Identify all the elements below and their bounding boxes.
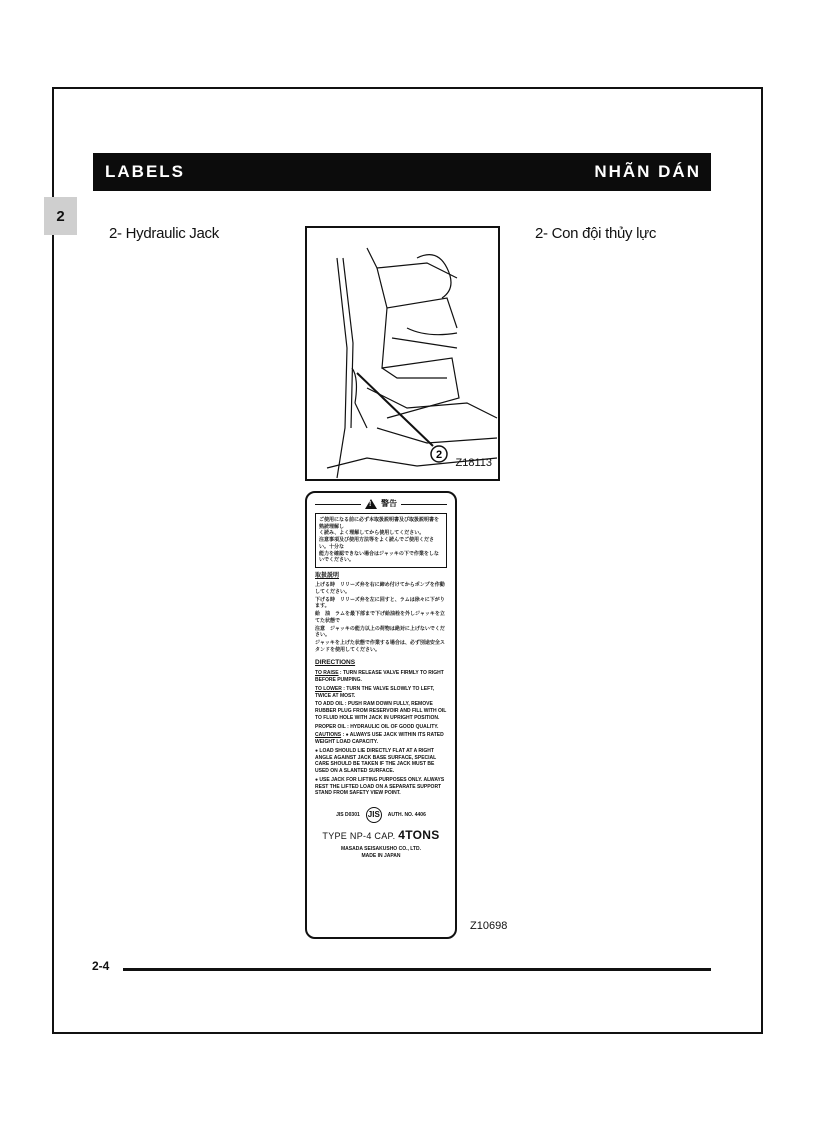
jp-box-line: 能力を確認できない場合はジャッキの下で作業をしないでください。	[319, 550, 439, 564]
label-footer	[315, 807, 447, 860]
jp-instruction: 給 油 ラムを最下部まで下げ給油栓を外しジャッキを立てた状態で	[315, 611, 445, 624]
chapter-tab: 2	[44, 197, 77, 235]
direction-item: PROPER OIL : HYDRAULIC OIL OF GOOD QUALITY.	[315, 723, 439, 730]
jp-box-line: ご使用になる前に必ず本取扱説明書及び取扱説明書を熟読理解し	[319, 516, 440, 530]
manufacturer: MASADA SEISAKUSHO CO., LTD.	[340, 846, 421, 853]
page-number: 2-4	[92, 959, 110, 973]
direction-item: TO RAISE : TURN RELEASE VALVE FIRMLY TO RIGHT BEFORE PUMPING.	[315, 670, 444, 684]
jp-instruction: 上げる時 リリーズ弁を右に締め付けてからポンプを作動してください。	[315, 582, 445, 595]
footer-rule	[123, 968, 711, 971]
direction-item: TO LOWER : TURN THE VALVE SLOWLY TO LEFT, TWICE AT MOST.	[315, 685, 435, 699]
jis-logo-icon: JIS	[366, 807, 382, 823]
jack-location-illustration	[305, 226, 500, 481]
jp-warning-box	[315, 513, 447, 568]
caption-english: 2- Hydraulic Jack	[109, 225, 219, 242]
header-title-en: LABELS	[105, 162, 185, 181]
made-in: MADE IN JAPAN	[361, 853, 401, 860]
jp-instruction: 下げる時 リリーズ弁を左に回すと、ラムは徐々に下がります。	[315, 596, 445, 610]
auth-number: AUTH. NO. 4406	[387, 811, 426, 818]
jp-instructions-title: 取扱説明	[315, 573, 340, 580]
label-heading-text: 警告	[381, 499, 397, 508]
direction-item: ● USE JACK FOR LIFTING PURPOSES ONLY. ALWAYS REST THE LIFTED LOAD ON A SEPARATE SUPPORT STAND FROM SAFETY VIEW POINT.	[315, 776, 445, 797]
callout-number: 2	[435, 449, 443, 461]
jp-instruction: 注意 ジャッキの能力以上の荷物は絶対に上げないでください。	[315, 625, 445, 639]
jp-box-line: く読み、よく理解してから使用してください。	[319, 530, 425, 537]
directions-title: DIRECTIONS	[315, 658, 356, 666]
jp-instruction: ジャッキを上げた状態で作業する場合は、必ず別途安全スタンドを使用してください。	[315, 640, 445, 653]
direction-item: CAUTIONS : ● ALWAYS USE JACK WITHIN ITS RATED WEIGHT LOAD CAPACITY.	[315, 732, 444, 746]
jack-warning-label	[305, 491, 457, 939]
label-figure-code: Z10698	[470, 920, 508, 932]
direction-item: TO ADD OIL : PUSH RAM DOWN FULLY, REMOVE RUBBER PLUG FROM RESERVOIR AND FILL WITH OIL TO FLUID HOLE WITH JACK IN UPRIGHT POSITION.	[315, 701, 447, 721]
label-heading	[315, 499, 447, 510]
jis-mark: JIS D0301	[336, 811, 360, 818]
type-capacity: TYPE NP-4 CAP. 4TONS	[322, 828, 440, 843]
figure-code: Z18113	[455, 457, 492, 469]
warning-icon	[365, 499, 377, 509]
header-title-vi: NHÃN DÁN	[594, 162, 701, 181]
jp-box-line: 注意事項及び使用方法等をよく読んでご使用ください。十分な	[319, 537, 435, 550]
direction-item: ● LOAD SHOULD LIE DIRECTLY FLAT AT A RIGHT ANGLE AGAINST JACK BASE SURFACE, SPECIAL CARE SHOULD BE TAKEN IF THE JACK MUST BE USED ON A SLANTED SURFACE.	[315, 747, 437, 775]
section-header	[93, 153, 711, 191]
seat-drawing	[307, 228, 500, 481]
caption-vietnamese: 2- Con đội thủy lực	[535, 225, 657, 242]
